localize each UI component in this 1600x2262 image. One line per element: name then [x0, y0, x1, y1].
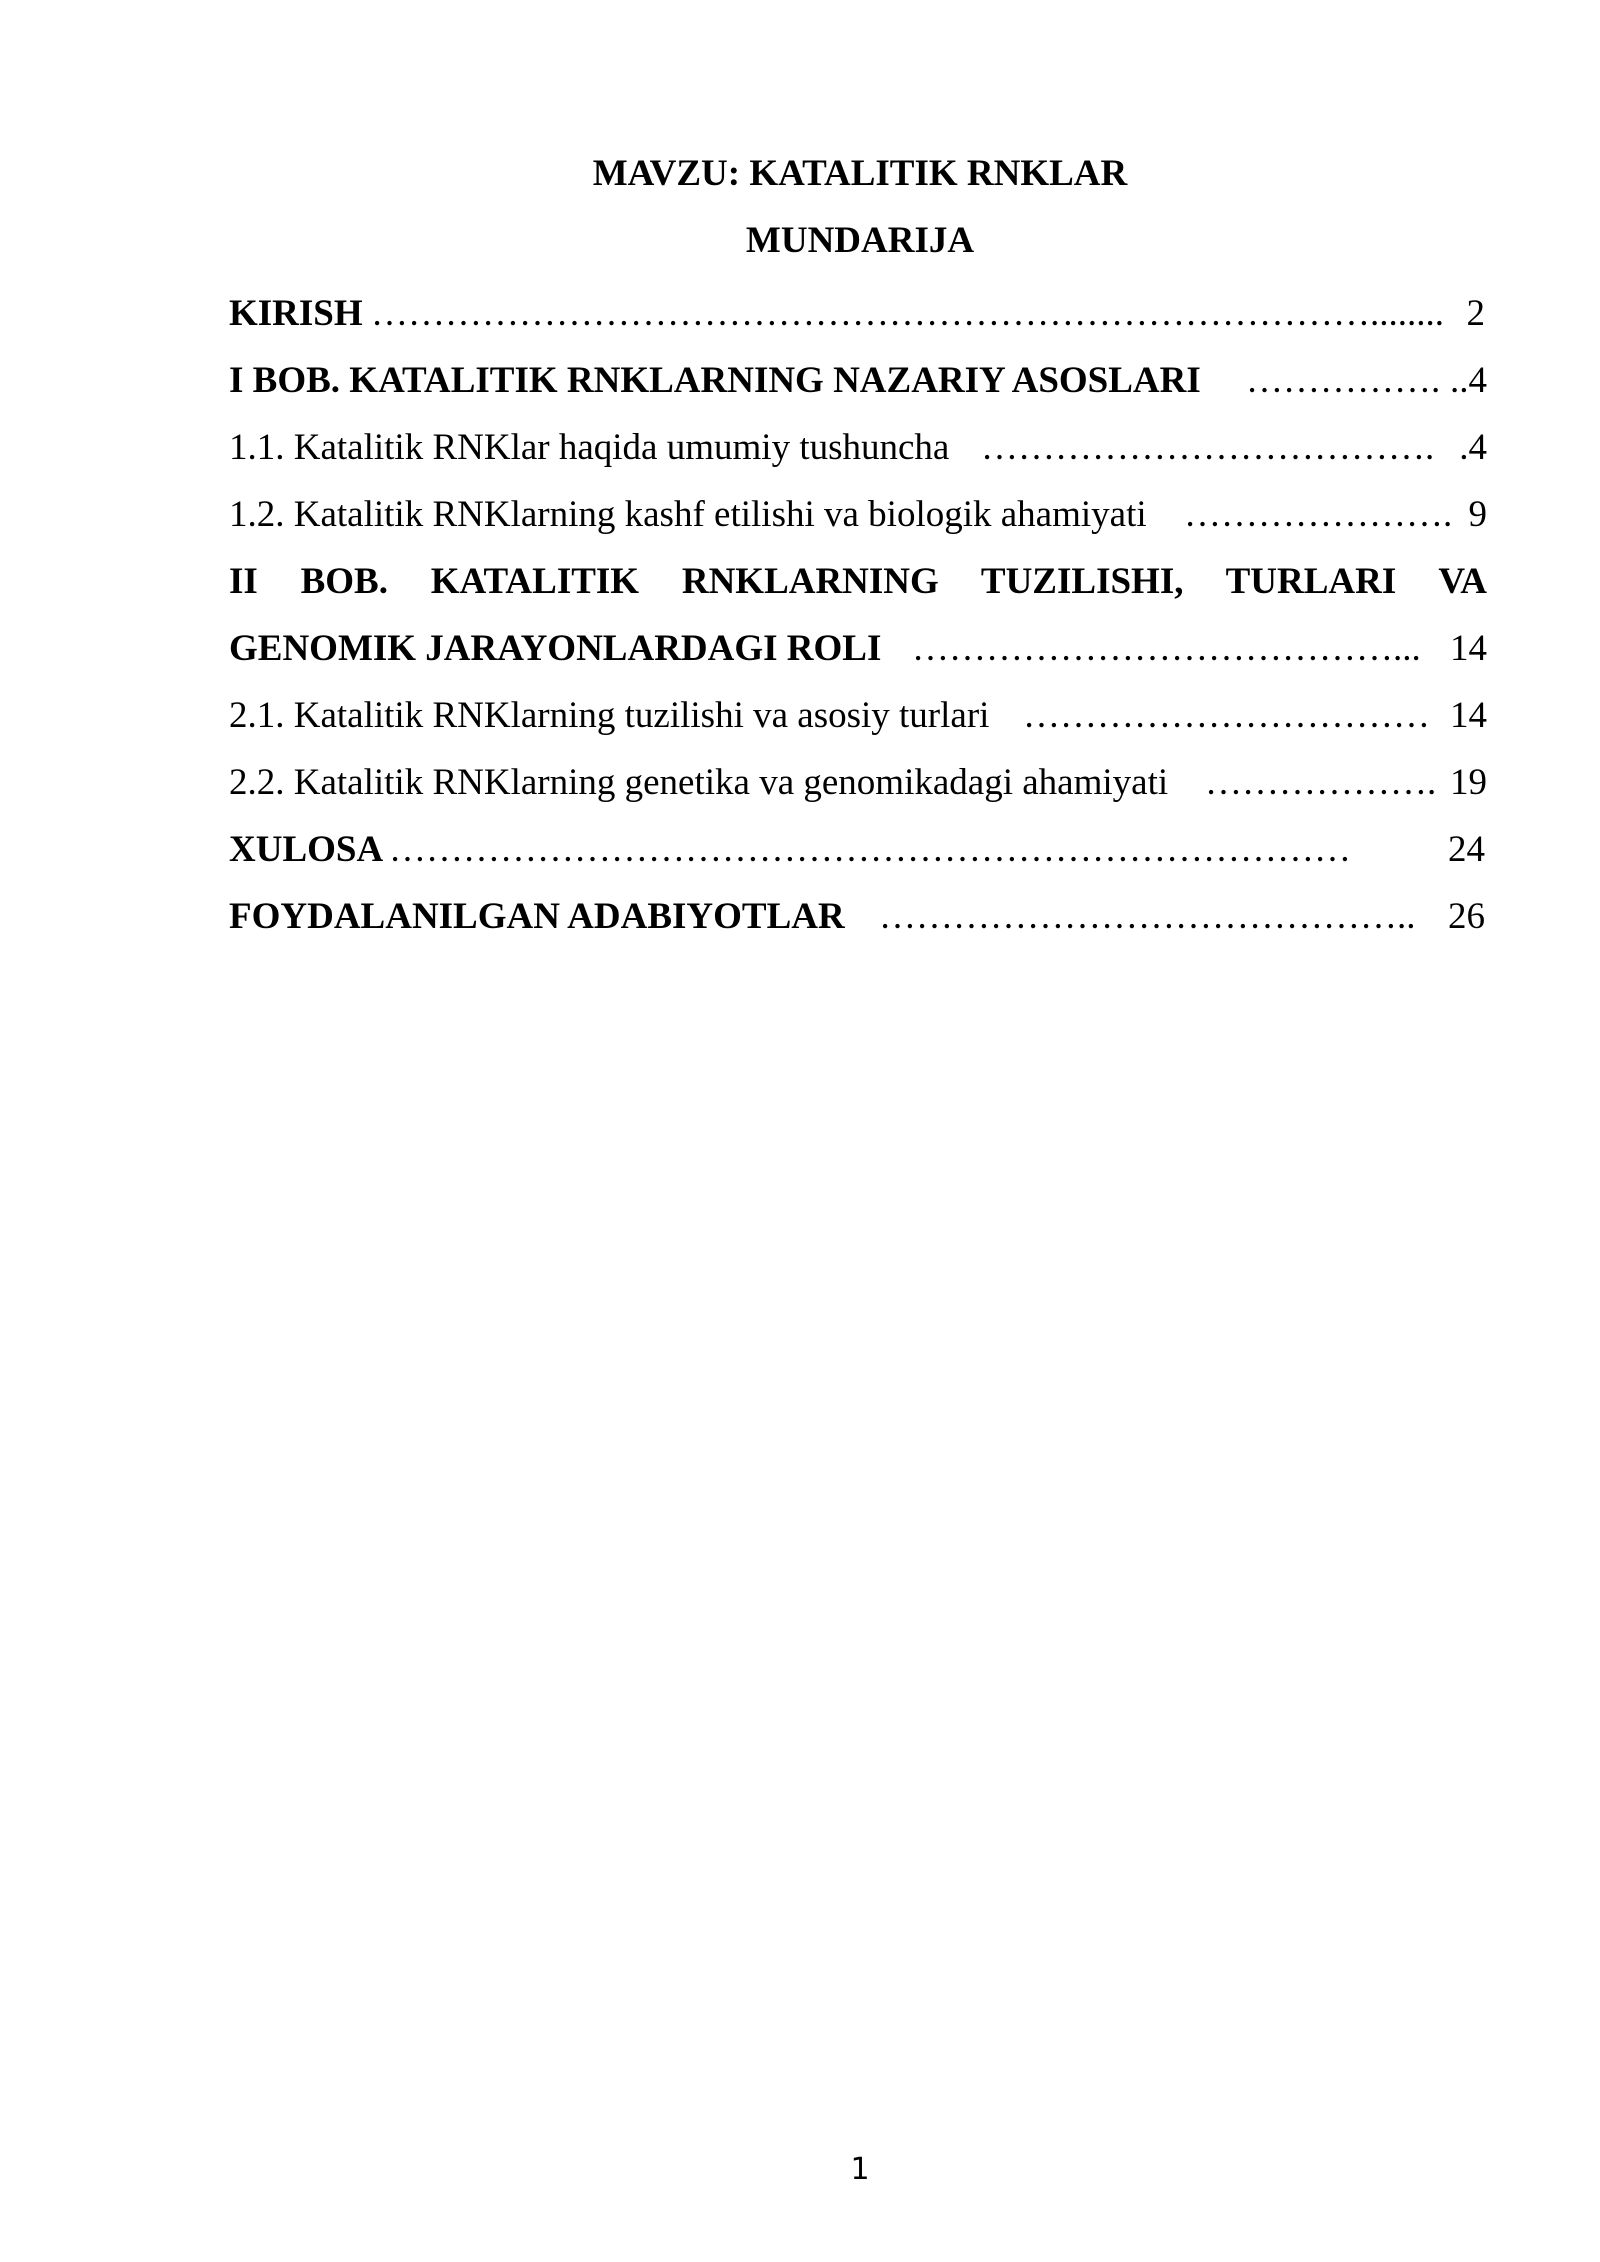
toc-dot-leader: ………………………………………………………………………........ — [371, 293, 1444, 334]
toc-entry-xulosa[interactable] — [229, 822, 1487, 889]
toc-page-number: ..4 — [1450, 360, 1487, 401]
toc-entry-label: I BOB. KATALITIK RNKLARNING NAZARIY ASOSLARI — [229, 360, 1201, 401]
toc-entry-label: GENOMIK JARAYONLARDAGI ROLI — [229, 628, 882, 669]
toc-entry-label: 2.1. Katalitik RNKlarning tuzilishi va asosiy turlari — [229, 695, 990, 736]
toc-entry-section-1-2[interactable] — [229, 487, 1487, 554]
toc-page-number: .4 — [1459, 427, 1487, 468]
toc-page-number: 2 — [1466, 293, 1485, 334]
toc-entry-label: 1.2. Katalitik RNKlarning kashf etilishi va biologik ahamiyati — [229, 494, 1147, 535]
footer-page-number: 1 — [850, 2152, 870, 2187]
table-of-contents — [229, 286, 1487, 956]
toc-dot-leader: ………………………………. — [981, 427, 1435, 468]
toc-entry-chapter-2-line-1[interactable] — [229, 554, 1487, 621]
document-topic-heading: MAVZU: KATALITIK RNKLAR — [592, 153, 1128, 194]
toc-page-number: 9 — [1468, 494, 1487, 535]
toc-dot-leader: …………………………………... — [912, 628, 1421, 669]
toc-page-number: 26 — [1448, 896, 1485, 937]
toc-entry-label: 2.2. Katalitik RNKlarning genetika va genomikadagi ahamiyati — [229, 762, 1169, 803]
toc-entry-chapter-1[interactable] — [229, 353, 1487, 420]
toc-entry-label: FOYDALANILGAN ADABIYOTLAR — [229, 896, 845, 937]
toc-dot-leader: …………………………………….. — [879, 896, 1416, 937]
toc-dot-leader: ……………. — [1246, 360, 1441, 401]
toc-page-number: 24 — [1448, 829, 1485, 870]
toc-dot-leader: …………………………… — [1023, 695, 1430, 736]
toc-entry-label: XULOSA — [229, 829, 384, 870]
toc-entry-bibliography[interactable] — [229, 889, 1487, 956]
toc-entry-section-1-1[interactable] — [229, 420, 1487, 487]
toc-entry-label: II BOB. KATALITIK RNKLARNING TUZILISHI, TURLARI VA — [229, 561, 1487, 602]
toc-dot-leader: ………………. — [1205, 762, 1437, 803]
toc-dot-leader: …………………. — [1184, 494, 1453, 535]
contents-title: MUNDARIJA — [745, 220, 975, 261]
toc-entry-chapter-2-line-2[interactable] — [229, 621, 1487, 688]
toc-entry-section-2-1[interactable] — [229, 688, 1487, 755]
toc-entry-section-2-2[interactable] — [229, 755, 1487, 822]
toc-page-number: 14 — [1450, 695, 1487, 736]
toc-entry-kirish[interactable] — [229, 286, 1487, 353]
toc-page-number: 19 — [1450, 762, 1487, 803]
toc-entry-label: KIRISH — [229, 293, 363, 334]
toc-entry-label: 1.1. Katalitik RNKlar haqida umumiy tushuncha — [229, 427, 950, 468]
toc-page-number: 14 — [1450, 628, 1487, 669]
toc-dot-leader: …………………………………………………………………… — [389, 829, 1351, 870]
